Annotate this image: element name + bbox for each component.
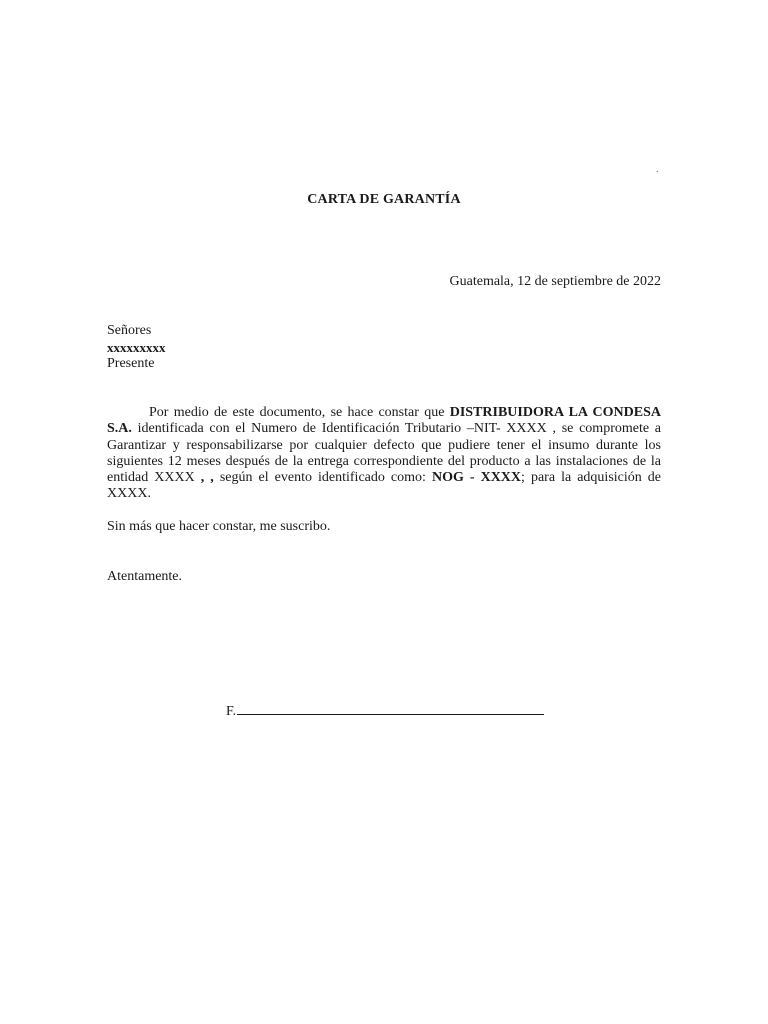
salutation: Señores [107, 323, 152, 338]
body-text-4: ; para la adquisición de XXXX. [107, 470, 662, 502]
addressee-name: xxxxxxxxx [107, 339, 166, 355]
company-name: DISTRIBUIDORA LA CONDESA S.A. [107, 405, 662, 437]
closing-line: Sin más que hacer constar, me suscribo. [107, 519, 331, 534]
signature-line [237, 700, 544, 715]
body-paragraph [107, 405, 661, 503]
document-title: CARTA DE GARANTÍA [307, 192, 461, 207]
date-line: Guatemala, 12 de septiembre de 2022 [449, 274, 661, 289]
signature-label: F. [226, 704, 237, 719]
body-text-2: identificada con el Numero de Identificación Tributario –NIT- XXXX , se compromete a Garantizar y responsabilizarse por cualquier defecto que pudiere tener el insumo durante los siguientes 12 meses después de la entrega correspondiente del producto a las instalaciones de la entidad XXXX [107, 421, 661, 486]
corner-mark: . [656, 164, 659, 175]
body-text-1: Por medio de este documento, se hace constar que [149, 405, 450, 420]
presente-label: Presente [107, 356, 155, 371]
regards-line: Atentamente. [107, 569, 183, 584]
signature-block [226, 700, 544, 720]
nog-code: NOG - XXXX [431, 470, 522, 486]
body-text-3: según el evento identificado como: [213, 470, 432, 486]
body-commas: , , [200, 470, 214, 486]
addressee-block [107, 323, 166, 373]
